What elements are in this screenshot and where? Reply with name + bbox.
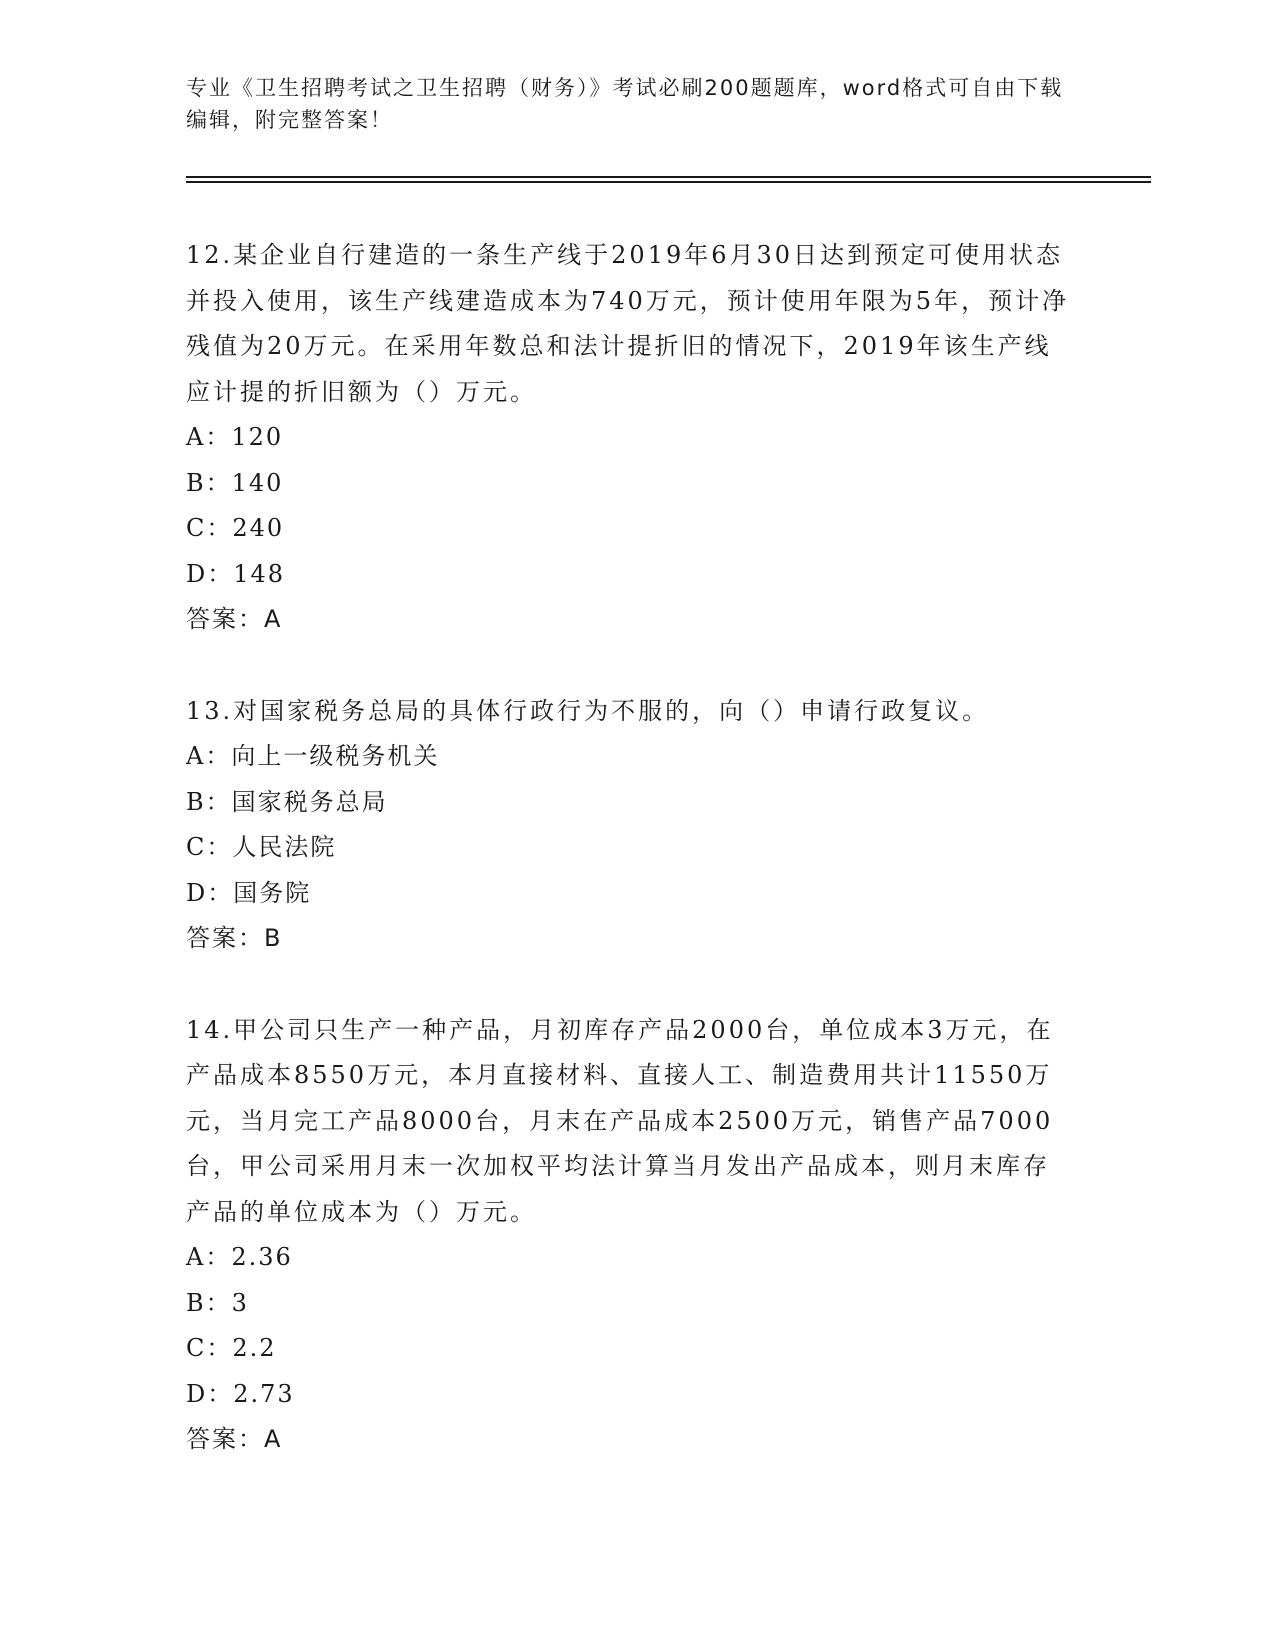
question-stem: 13.对国家税务总局的具体行政行为不服的，向（）申请行政复议。 — [186, 696, 990, 725]
option-d: D：2.73 — [186, 1379, 295, 1408]
answer-line: 答案：B — [186, 924, 283, 952]
question-14 — [186, 1008, 1086, 1463]
answer-line: 答案：A — [186, 605, 283, 633]
question-12 — [186, 233, 1086, 643]
header-rule-top — [186, 176, 1151, 178]
option-d: D：148 — [186, 559, 286, 588]
option-c: C：2.2 — [186, 1334, 277, 1362]
option-c: C：240 — [186, 514, 285, 542]
question-stem: 14.甲公司只生产一种产品，月初库存产品2000台，单位成本3万元，在产品成本8550万元，本月直接材料、直接人工、制造费用共计11550万元，当月完工产品8000台，月末在产品成本2500万元，销售产品7000台，甲公司采用月末一次加权平均法计算当月发出产品成本，则月末库存产品的单位成本为（）万元。 — [186, 1015, 1054, 1226]
question-list — [186, 233, 1086, 1509]
header-rule-bottom — [186, 181, 1151, 183]
question-stem: 12.某企业自行建造的一条生产线于2019年6月30日达到预定可使用状态并投入使用，该生产线建造成本为740万元，预计使用年限为5年，预计净残值为20万元。在采用年数总和法计提折旧的情况下，2019年该生产线应计提的折旧额为（）万元。 — [186, 241, 1070, 406]
question-13 — [186, 689, 1086, 962]
option-a: A：120 — [186, 423, 284, 451]
option-b: B：3 — [186, 1288, 249, 1317]
option-d: D：国务院 — [186, 878, 312, 907]
answer-line: 答案：A — [186, 1425, 283, 1453]
option-b: B：国家税务总局 — [186, 787, 388, 816]
option-b: B：140 — [186, 468, 284, 497]
option-a: A：2.36 — [186, 1243, 293, 1271]
document-header: 专业《卫生招聘考试之卫生招聘（财务）》考试必刷200题题库，word格式可自由下载编辑，附完整答案！ — [186, 76, 1064, 132]
option-c: C：人民法院 — [186, 833, 337, 861]
option-a: A：向上一级税务机关 — [186, 742, 440, 770]
